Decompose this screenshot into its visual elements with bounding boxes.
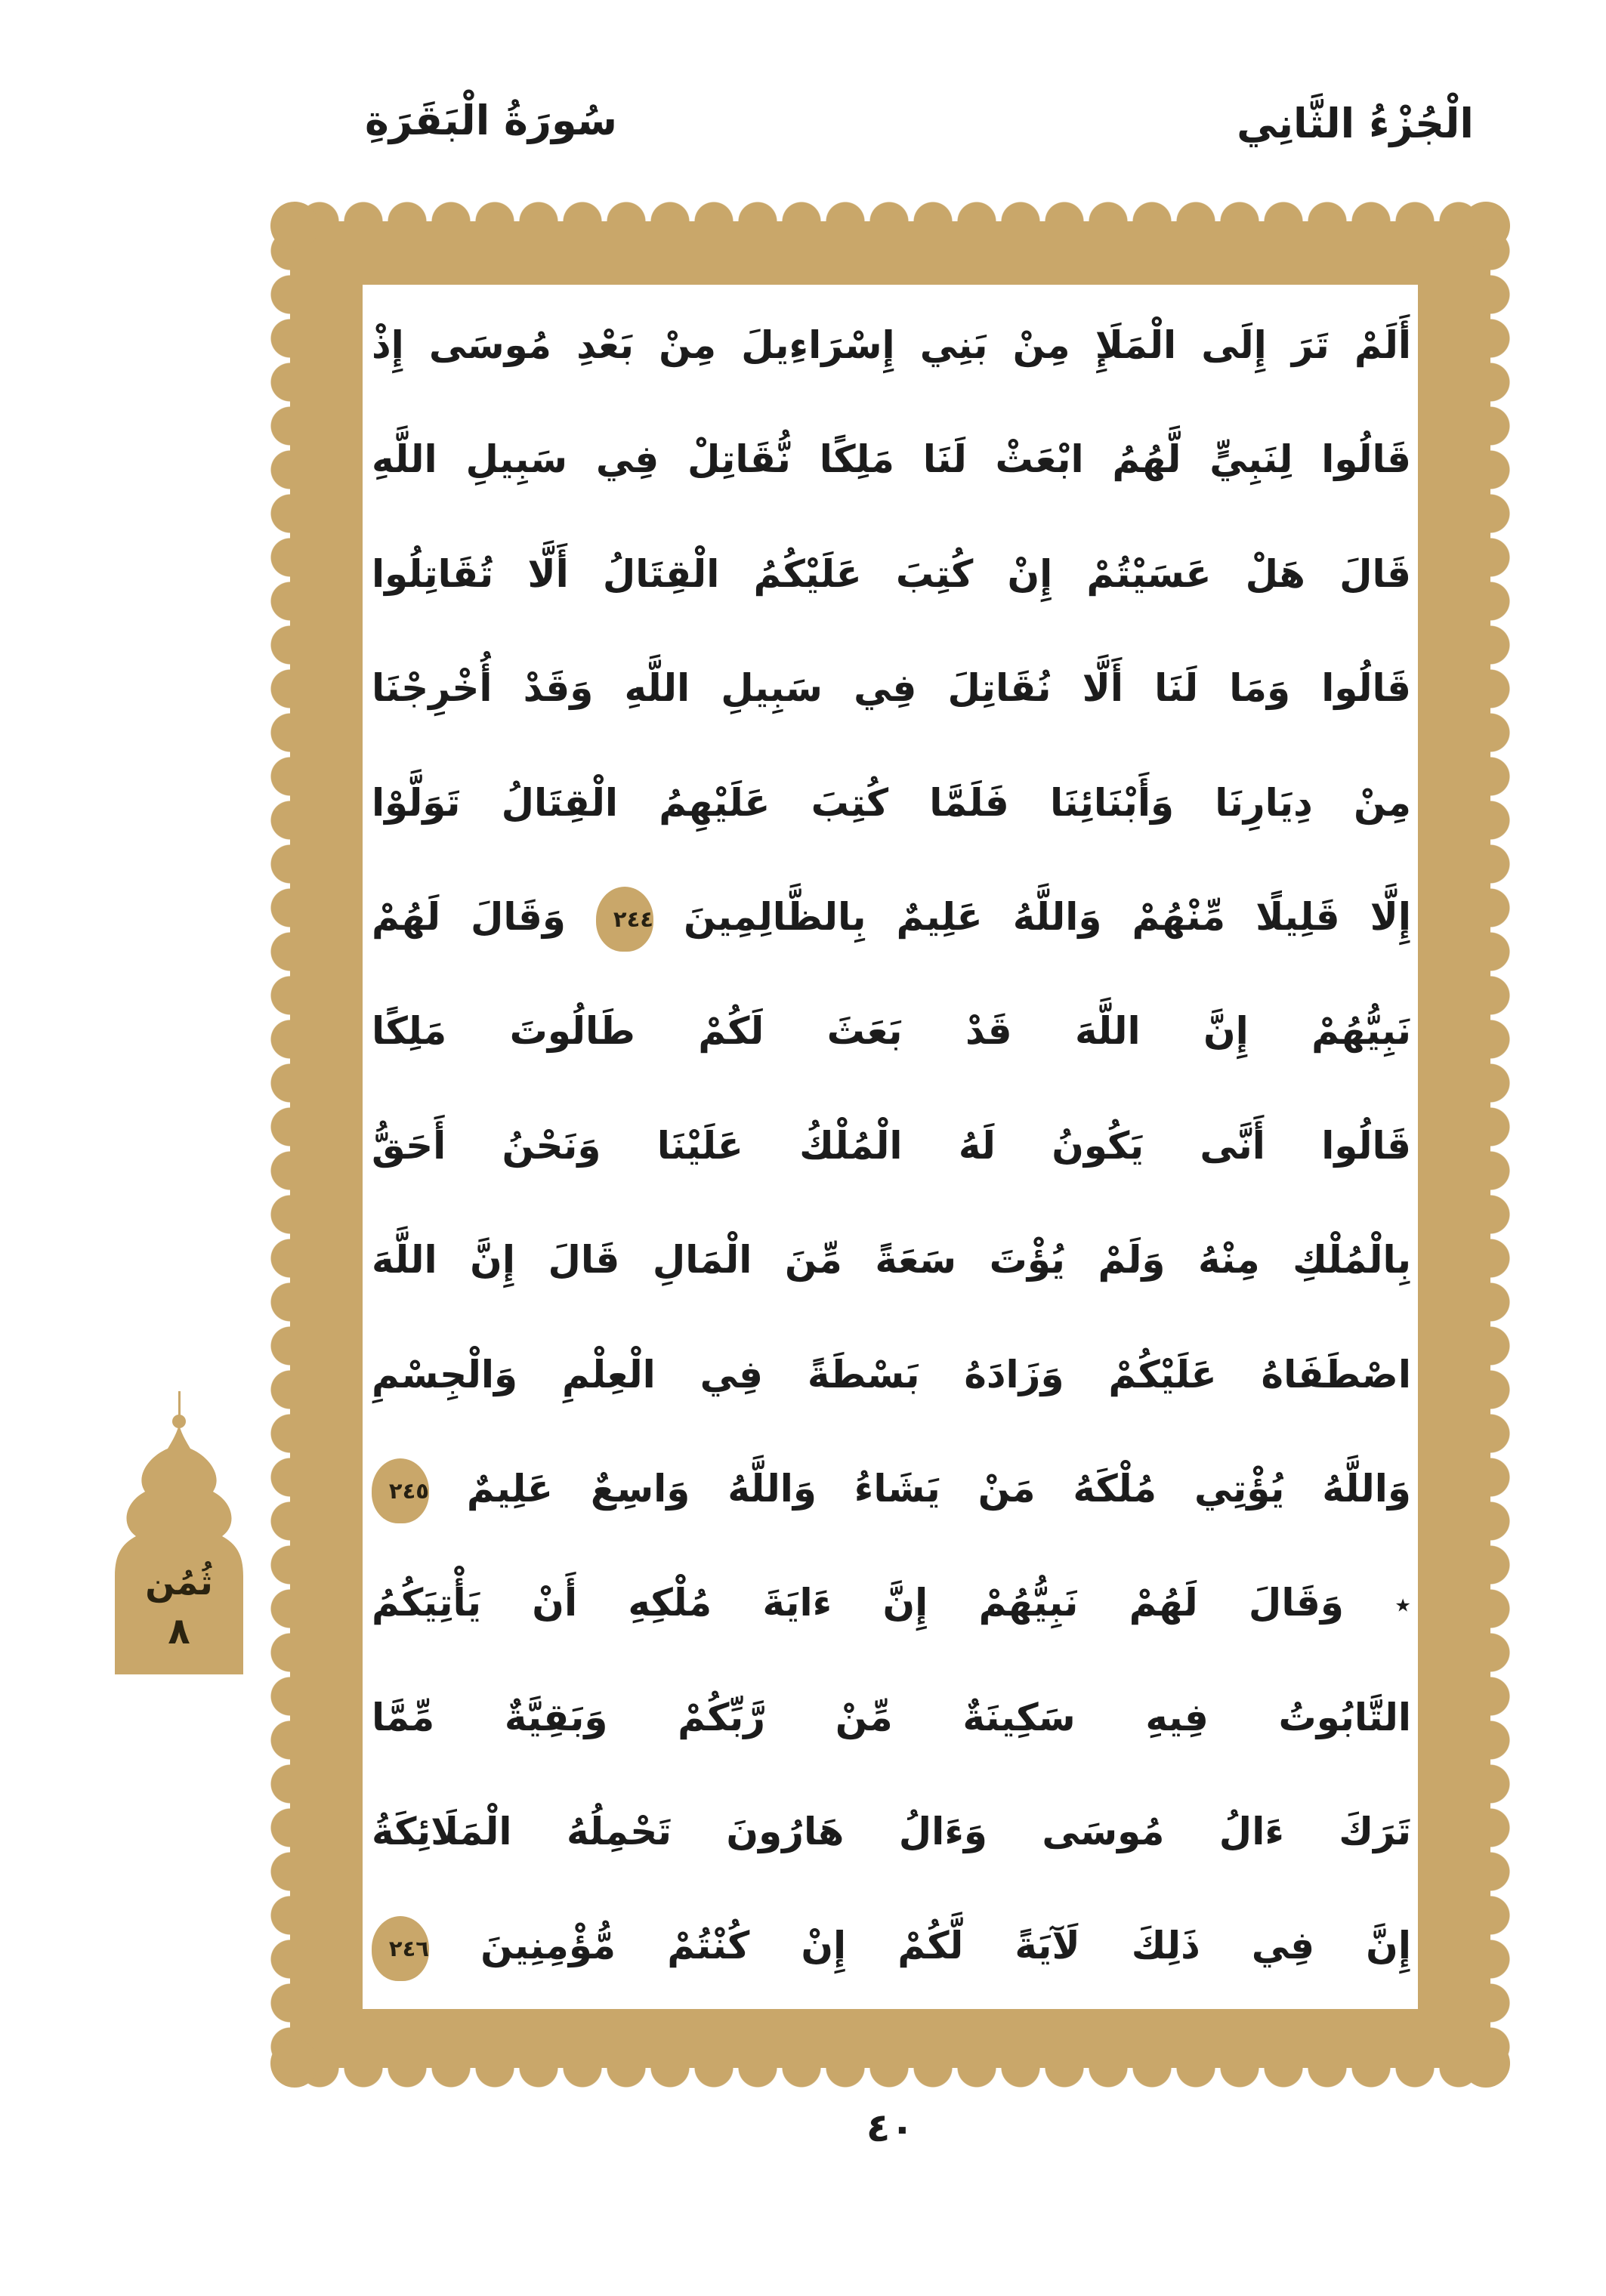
quran-line [372, 403, 1411, 517]
thumn-number: ٨ [168, 1610, 190, 1653]
surah-title: سُورَةُ الْبَقَرَةِ [365, 97, 617, 144]
quran-line [372, 631, 1411, 745]
quran-line [372, 1889, 1411, 2003]
verse-text: قَالُوا أَنَّى يَكُونُ لَهُ الْمُلْكُ عَلَيْنَا وَنَحْنُ أَحَقُّ [372, 1123, 1411, 1168]
ayah-end-marker: ٢٤٦ [372, 1916, 429, 1981]
frame-corner-ornament [270, 2039, 319, 2088]
frame-scallop-right [1490, 229, 1510, 2060]
verse-text: بِالْمُلْكِ مِنْهُ وَلَمْ يُؤْتَ سَعَةً مِّنَ الْمَالِ قَالَ إِنَّ اللَّهَ [372, 1238, 1411, 1282]
verse-text: التَّابُوتُ فِيهِ سَكِينَةٌ مِّنْ رَّبِّكُمْ وَبَقِيَّةٌ مِّمَّا [372, 1695, 1411, 1739]
juz-title: الْجُزْءُ الثَّانِي [1237, 100, 1474, 147]
verse-text: اصْطَفَاهُ عَلَيْكُمْ وَزَادَهُ بَسْطَةً فِي الْعِلْمِ وَالْجِسْمِ [372, 1352, 1411, 1396]
quran-line [372, 1661, 1411, 1775]
verse-text: وَقَالَ لَهُمْ نَبِيُّهُمْ إِنَّ ءَايَةَ مُلْكِهِ أَنْ يَأْتِيَكُمُ [372, 1581, 1344, 1625]
frame-corner-ornament [270, 202, 319, 250]
verse-text: إِنَّ فِي ذَلِكَ لَآيَةً لَّكُمْ إِنْ كُنْتُمْ مُّؤْمِنِينَ [480, 1924, 1411, 1968]
verse-text: قَالُوا وَمَا لَنَا أَلَّا نُقَاتِلَ فِي سَبِيلِ اللَّهِ وَقَدْ أُخْرِجْنَا [372, 666, 1411, 711]
frame-scallop-bottom [298, 2068, 1483, 2088]
quran-line [372, 1775, 1411, 1889]
quran-line [372, 1089, 1411, 1203]
quran-text-block [372, 289, 1411, 2004]
page-number: ٤٠ [866, 2106, 915, 2151]
verse-text: مِنْ دِيَارِنَا وَأَبْنَائِنَا فَلَمَّا كُتِبَ عَلَيْهِمُ الْقِتَالُ تَوَلَّوْا [372, 780, 1411, 825]
quran-line [372, 1203, 1411, 1317]
frame-corner-ornament [1462, 2039, 1510, 2088]
dome-marker-stem [178, 1391, 181, 1417]
ayah-end-marker: ٢٤٤ [596, 887, 653, 952]
verse-text: تَرَكَ ءَالُ مُوسَى وَءَالُ هَارُونَ تَحْمِلُهُ الْمَلَائِكَةُ [372, 1810, 1411, 1854]
frame-corner-ornament [1462, 202, 1510, 250]
verse-text: قَالَ هَلْ عَسَيْتُمْ إِنْ كُتِبَ عَلَيْكُمُ الْقِتَالُ أَلَّا تُقَاتِلُوا [372, 551, 1411, 596]
quran-line [372, 1318, 1411, 1432]
verse-text: وَقَالَ لَهُمْ [372, 894, 566, 939]
verse-text: نَبِيُّهُمْ إِنَّ اللَّهَ قَدْ بَعَثَ لَكُمْ طَالُوتَ مَلِكًا [372, 1009, 1411, 1054]
verse-text: وَاللَّهُ يُؤْتِي مُلْكَهُ مَنْ يَشَاءُ وَاللَّهُ وَاسِعٌ عَلِيمٌ [466, 1466, 1411, 1511]
hizb-star-icon: ٭ [1394, 1588, 1411, 1623]
ayah-end-marker: ٢٤٥ [372, 1458, 429, 1523]
quran-line [372, 860, 1411, 974]
verse-text: أَلَمْ تَرَ إِلَى الْمَلَإِ مِنْ بَنِي إِسْرَاءِيلَ مِنْ بَعْدِ مُوسَى إِذْ [372, 323, 1411, 367]
frame-scallop-left [270, 229, 290, 2060]
quran-line [372, 1432, 1411, 1546]
quran-line [372, 746, 1411, 860]
verse-text: قَالُوا لِنَبِيٍّ لَّهُمُ ابْعَثْ لَنَا مَلِكًا نُّقَاتِلْ فِي سَبِيلِ اللَّهِ [372, 437, 1411, 482]
thumn-label: ثُمُن [145, 1562, 213, 1603]
quran-line [372, 1546, 1411, 1660]
quran-line [372, 517, 1411, 631]
verse-text: إِلَّا قَلِيلًا مِّنْهُمْ وَاللَّهُ عَلِيمٌ بِالظَّالِمِينَ [684, 894, 1411, 939]
frame-scallop-top [298, 202, 1483, 221]
quran-line [372, 289, 1411, 403]
quran-line [372, 974, 1411, 1088]
